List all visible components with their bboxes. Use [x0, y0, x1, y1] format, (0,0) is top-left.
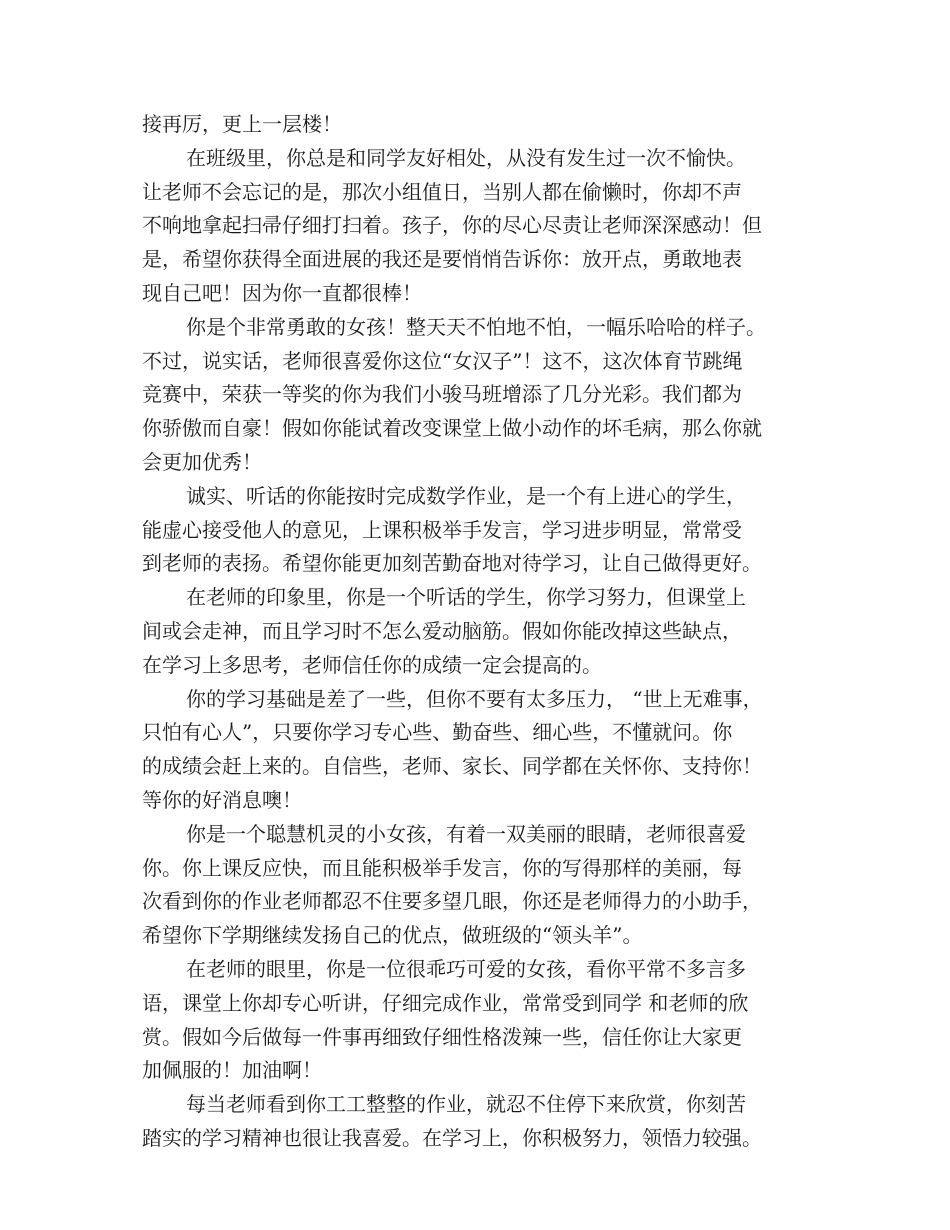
paragraph-first-line: 在班级里，你总是和同学友好相处，从没有发生过一次不愉快。 — [186, 145, 746, 170]
paragraph-first-line: 在老师的眼里，你是一位很乖巧可爱的女孩，看你平常不多言多 — [186, 956, 746, 981]
text-line: 希望你下学期继续发扬自己的优点，做班级的“领头羊”。 — [142, 923, 643, 948]
text-line: 的成绩会赶上来的。自信些，老师、家长、同学都在关怀你、支持你！ — [142, 754, 762, 779]
paragraph-first-line: 你的学习基础是差了一些，但你不要有太多压力， “世上无难事， — [186, 686, 763, 711]
text-line: 只怕有心人”，只要你学习专心些、勤奋些、细心些，不懂就问。你 — [142, 720, 733, 745]
paragraph-first-line: 诚实、听话的你能按时完成数学作业，是一个有上进心的学生， — [186, 483, 746, 508]
text-line: 现自己吧！因为你一直都很棒！ — [142, 280, 422, 305]
text-line: 让老师不会忘记的是，那次小组值日，当别人都在偷懒时，你却不声 — [142, 179, 742, 204]
text-line: 是，希望你获得全面进展的我还是要悄悄告诉你：放开点，勇敢地表 — [142, 247, 742, 272]
text-line: 能虚心接受他人的意见，上课积极举手发言，学习进步明显，常常受 — [142, 517, 742, 542]
paragraph-first-line: 在老师的印象里，你是一个听话的学生，你学习努力，但课堂上 — [186, 585, 746, 610]
document-body — [142, 108, 822, 1156]
text-line: 不过，说实话，老师很喜爱你这位“女汉子”！这不，这次体育节跳绳 — [142, 348, 743, 373]
text-line: 踏实的学习精神也很让我喜爱。在学习上，你积极努力，领悟力较强。 — [142, 1125, 762, 1150]
text-line: 到老师的表扬。希望你能更加刻苦勤奋地对待学习，让自己做得更好。 — [142, 551, 762, 576]
text-line: 不响地拿起扫帚仔细打扫着。孩子，你的尽心尽责让老师深深感动！但 — [142, 213, 762, 238]
text-line: 等你的好消息噢！ — [142, 787, 302, 812]
text-line: 会更加优秀！ — [142, 449, 262, 474]
text-line: 间或会走神，而且学习时不怎么爱动脑筋。假如你能改掉这些缺点， — [142, 618, 742, 643]
text-line: 次看到你的作业老师都忍不住要多望几眼，你还是老师得力的小助手， — [142, 889, 762, 914]
text-line: 加佩服的！加油啊！ — [142, 1058, 322, 1083]
paragraph-first-line: 你是一个聪慧机灵的小女孩，有着一双美丽的眼睛，老师很喜爱 — [186, 821, 746, 846]
paragraph-first-line: 你是个非常勇敢的女孩！整天天不怕地不怕，一幅乐哈哈的样子。 — [186, 314, 766, 339]
text-line: 竞赛中，荣获一等奖的你为我们小骏马班增添了几分光彩。我们都为 — [142, 382, 742, 407]
paragraph-first-line: 每当老师看到你工工整整的作业，就忍不住停下来欣赏，你刻苦 — [186, 1092, 746, 1117]
text-line: 语，课堂上你却专心听讲，仔细完成作业，常常受到同学 和老师的欣 — [142, 990, 749, 1015]
text-line: 赏。假如今后做每一件事再细致仔细性格泼辣一些，信任你让大家更 — [142, 1024, 742, 1049]
text-line: 你。你上课反应快，而且能积极举手发言，你的写得那样的美丽，每 — [142, 855, 742, 880]
text-line: 在学习上多思考，老师信任你的成绩一定会提高的。 — [142, 652, 602, 677]
text-line: 接再厉，更上一层楼！ — [142, 112, 342, 136]
text-line: 你骄傲而自豪！假如你能试着改变课堂上做小动作的坏毛病，那么你就 — [142, 416, 762, 441]
